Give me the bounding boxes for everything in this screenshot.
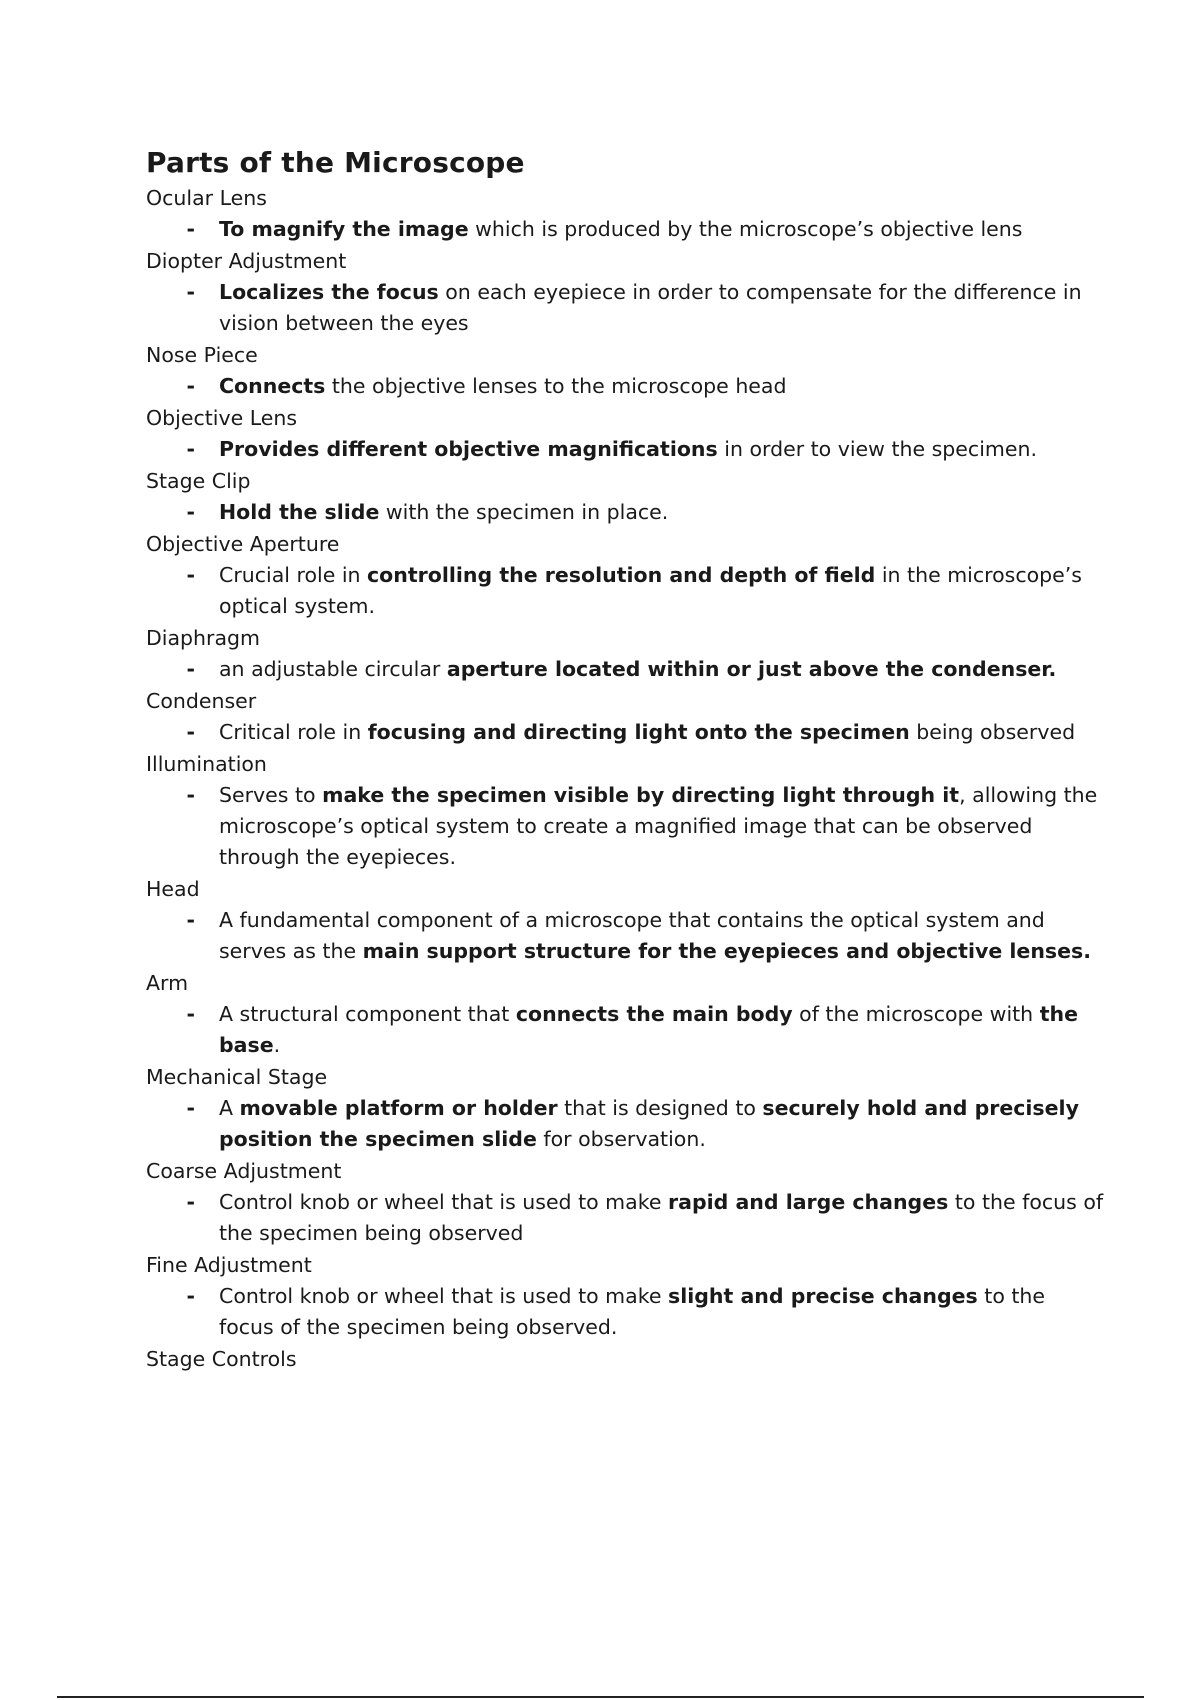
part-term: Objective Lens bbox=[146, 406, 298, 430]
part-term: Objective Aperture bbox=[146, 532, 340, 556]
emphasis-text: aperture located within or just above the condenser. bbox=[446, 657, 1057, 681]
emphasis-text: the base bbox=[219, 1002, 1079, 1057]
emphasis-text: Connects bbox=[219, 374, 326, 398]
part-description bbox=[146, 999, 1106, 1061]
emphasis-text: securely hold and precisely position the specimen slide bbox=[219, 1096, 1079, 1151]
description-text bbox=[219, 1187, 1106, 1249]
part-term: Head bbox=[146, 877, 200, 901]
body-text: A structural component that bbox=[219, 1002, 516, 1026]
part-description bbox=[146, 560, 1106, 622]
bullet-dash: - bbox=[186, 1002, 195, 1026]
body-text: Crucial role in bbox=[219, 563, 368, 587]
emphasis-text: connects the main body bbox=[515, 1002, 793, 1026]
body-text: that is designed to bbox=[557, 1096, 763, 1120]
body-text: on each eyepiece in order to compensate for the difference in vision between the eyes bbox=[219, 280, 1082, 335]
body-text: A fundamental component of a microscope that contains the optical system and serves as the bbox=[219, 908, 1045, 963]
body-text: . bbox=[273, 1033, 281, 1057]
emphasis-text: Localizes the focus bbox=[219, 280, 439, 304]
description-text bbox=[219, 560, 1106, 622]
emphasis-text: To magnify the image bbox=[219, 217, 469, 241]
part-description bbox=[146, 1093, 1106, 1155]
body-text: with the specimen in place. bbox=[379, 500, 669, 524]
part-term: Arm bbox=[146, 971, 189, 995]
part-description bbox=[146, 214, 1106, 245]
part-description bbox=[146, 780, 1106, 873]
description-text bbox=[219, 434, 1106, 465]
description-text bbox=[219, 214, 1106, 245]
parts-list bbox=[146, 182, 1106, 1375]
part-term: Coarse Adjustment bbox=[146, 1159, 342, 1183]
body-text: an adjustable circular bbox=[219, 657, 447, 681]
body-text: in the microscope’s optical system. bbox=[219, 563, 1082, 618]
part-description bbox=[146, 717, 1106, 748]
part-description bbox=[146, 434, 1106, 465]
footer-divider bbox=[57, 1696, 1144, 1698]
body-text: Control knob or wheel that is used to make bbox=[219, 1284, 668, 1308]
emphasis-text: controlling the resolution and depth of field bbox=[367, 563, 876, 587]
body-text: Control knob or wheel that is used to make bbox=[219, 1190, 668, 1214]
body-text: which is produced by the microscope’s objective lens bbox=[468, 217, 1023, 241]
bullet-dash: - bbox=[186, 908, 195, 932]
part-term: Condenser bbox=[146, 689, 257, 713]
body-text: being observed bbox=[909, 720, 1076, 744]
body-text: of the microscope with bbox=[792, 1002, 1040, 1026]
part-description bbox=[146, 277, 1106, 339]
part-description bbox=[146, 905, 1106, 967]
body-text: A bbox=[219, 1096, 240, 1120]
part-description bbox=[146, 497, 1106, 528]
description-text bbox=[219, 999, 1106, 1061]
description-text bbox=[219, 905, 1106, 967]
bullet-dash: - bbox=[186, 217, 195, 241]
emphasis-text: slight and precise changes bbox=[668, 1284, 978, 1308]
bullet-dash: - bbox=[186, 563, 195, 587]
part-term: Nose Piece bbox=[146, 343, 258, 367]
part-term: Mechanical Stage bbox=[146, 1065, 328, 1089]
description-text bbox=[219, 717, 1106, 748]
part-description bbox=[146, 1187, 1106, 1249]
bullet-dash: - bbox=[186, 280, 195, 304]
document-page bbox=[146, 146, 1106, 1375]
body-text: to the focus of the specimen being observed. bbox=[219, 1284, 1046, 1339]
bullet-dash: - bbox=[186, 1096, 195, 1120]
bullet-dash: - bbox=[186, 437, 195, 461]
emphasis-text: Provides different objective magnifications bbox=[219, 437, 718, 461]
part-description bbox=[146, 371, 1106, 402]
part-description bbox=[146, 1281, 1106, 1343]
bullet-dash: - bbox=[186, 500, 195, 524]
page-title: Parts of the Microscope bbox=[146, 146, 525, 179]
emphasis-text: make the specimen visible by directing light through it bbox=[322, 783, 960, 807]
emphasis-text: main support structure for the eyepieces and objective lenses. bbox=[362, 939, 1092, 963]
bullet-dash: - bbox=[186, 720, 195, 744]
description-text bbox=[219, 371, 1106, 402]
body-text: for observation. bbox=[536, 1127, 706, 1151]
body-text: Serves to bbox=[219, 783, 323, 807]
part-term: Stage Clip bbox=[146, 469, 251, 493]
emphasis-text: movable platform or holder bbox=[239, 1096, 558, 1120]
description-text bbox=[219, 497, 1106, 528]
body-text: , allowing the microscope’s optical system to create a magnified image that can be observed through the eyepieces. bbox=[219, 783, 1098, 869]
body-text: Critical role in bbox=[219, 720, 368, 744]
body-text: the objective lenses to the microscope head bbox=[325, 374, 787, 398]
description-text bbox=[219, 1281, 1106, 1343]
part-term: Stage Controls bbox=[146, 1347, 297, 1371]
emphasis-text: rapid and large changes bbox=[668, 1190, 949, 1214]
description-text bbox=[219, 654, 1106, 685]
part-term: Ocular Lens bbox=[146, 186, 267, 210]
description-text bbox=[219, 277, 1106, 339]
emphasis-text: focusing and directing light onto the specimen bbox=[367, 720, 910, 744]
part-term: Diopter Adjustment bbox=[146, 249, 347, 273]
description-text bbox=[219, 780, 1106, 873]
bullet-dash: - bbox=[186, 657, 195, 681]
part-term: Fine Adjustment bbox=[146, 1253, 312, 1277]
description-text bbox=[219, 1093, 1106, 1155]
emphasis-text: Hold the slide bbox=[219, 500, 380, 524]
part-term: Diaphragm bbox=[146, 626, 261, 650]
body-text: to the focus of the specimen being observed bbox=[219, 1190, 1104, 1245]
part-term: Illumination bbox=[146, 752, 267, 776]
bullet-dash: - bbox=[186, 1284, 195, 1308]
bullet-dash: - bbox=[186, 783, 195, 807]
bullet-dash: - bbox=[186, 374, 195, 398]
part-description bbox=[146, 654, 1106, 685]
body-text: in order to view the specimen. bbox=[717, 437, 1037, 461]
bullet-dash: - bbox=[186, 1190, 195, 1214]
